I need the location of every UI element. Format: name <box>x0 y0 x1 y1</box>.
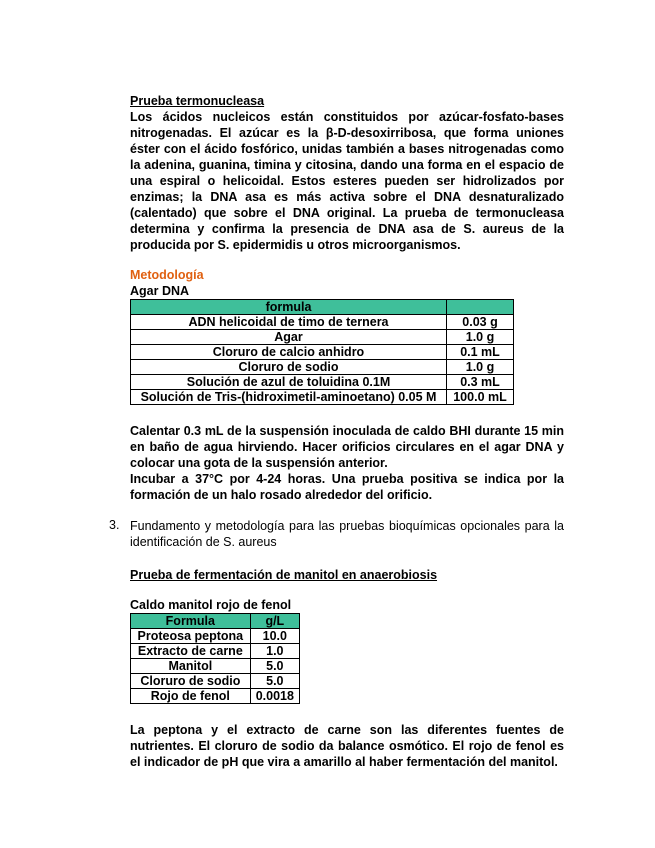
table-header-cell <box>447 300 514 315</box>
termonucleasa-heading: Prueba termonucleasa <box>130 94 265 108</box>
table-cell: 5.0 <box>250 674 299 689</box>
caldo-manitol-label: Caldo manitol rojo de fenol <box>130 598 292 612</box>
agar-dna-label: Agar DNA <box>130 284 190 298</box>
manitol-table <box>130 613 300 704</box>
table-cell: Solución de Tris-(hidroximetil-aminoetano) 0.05 M <box>131 390 447 405</box>
manitol-heading: Prueba de fermentación de manitol en anaerobiosis <box>130 568 438 582</box>
table-cell: Cloruro de sodio <box>131 360 447 375</box>
table-cell: 0.03 g <box>447 315 514 330</box>
table-cell: 10.0 <box>250 629 299 644</box>
calentar-paragraph: Calentar 0.3 mL de la suspensión inoculada de caldo BHI durante 15 min en baño de agua hirviendo. Hacer orificios circulares en el agar DNA y colocar una gota de la suspensión anterior. <box>130 424 564 470</box>
table-header-row <box>131 300 514 315</box>
table-row <box>131 689 300 704</box>
table-cell: Proteosa peptona <box>131 629 251 644</box>
item3-text: Fundamento y metodología para las pruebas bioquímicas opcionales para la identificación de S. aureus <box>130 519 564 549</box>
metodologia-heading: Metodología <box>130 268 204 282</box>
table-cell: 0.0018 <box>250 689 299 704</box>
termonucleasa-paragraph: Los ácidos nucleicos están constituidos por azúcar-fosfato-bases nitrogenadas. El azúcar es la β-D-desoxirribosa, que forma uniones éster con el ácido fosfórico, unidas también a bases nitrogenadas como la adenina, guanina, timina y citosina, dando una forma en el espacio de una espiral o helicoidal. Estos esteres pueden ser hidrolizados por enzimas; la DNA asa es más activa sobre el DNA desnaturalizado (calentado) que sobre el DNA original. La prueba de termonucleasa determina y confirma la presencia de DNA asa de S. aureus de la producida por S. epidermidis u otros microorganismos. <box>130 110 564 252</box>
table-row <box>131 345 514 360</box>
table-cell: Agar <box>131 330 447 345</box>
table-cell: Cloruro de sodio <box>131 674 251 689</box>
table-cell: Extracto de carne <box>131 644 251 659</box>
table-row <box>131 360 514 375</box>
table-row <box>131 330 514 345</box>
table-cell: 1.0 g <box>447 330 514 345</box>
table-cell: ADN helicoidal de timo de ternera <box>131 315 447 330</box>
table-row <box>131 390 514 405</box>
table-cell: 100.0 mL <box>447 390 514 405</box>
item-number: 3. <box>109 518 120 532</box>
table-cell: 5.0 <box>250 659 299 674</box>
table-cell: Manitol <box>131 659 251 674</box>
table-cell: 1.0 g <box>447 360 514 375</box>
peptona-paragraph: La peptona y el extracto de carne son las diferentes fuentes de nutrientes. El cloruro de sodio da balance osmótico. El rojo de fenol es el indicador de pH que vira a amarillo al haber fermentación del manitol. <box>130 723 564 769</box>
table-header-cell: formula <box>131 300 447 315</box>
table-cell: Rojo de fenol <box>131 689 251 704</box>
table-row <box>131 644 300 659</box>
table-row <box>131 375 514 390</box>
table-row <box>131 674 300 689</box>
agar-dna-table <box>130 299 514 405</box>
table-row <box>131 315 514 330</box>
table-row <box>131 629 300 644</box>
table-header-row <box>131 614 300 629</box>
incubar-paragraph: Incubar a 37°C por 4-24 horas. Una prueba positiva se indica por la formación de un halo rosado alrededor del orificio. <box>130 472 564 502</box>
table-cell: 1.0 <box>250 644 299 659</box>
table-row <box>131 659 300 674</box>
table-header-cell: Formula <box>131 614 251 629</box>
table-header-cell: g/L <box>250 614 299 629</box>
table-cell: Cloruro de calcio anhidro <box>131 345 447 360</box>
table-cell: 0.1 mL <box>447 345 514 360</box>
table-cell: 0.3 mL <box>447 375 514 390</box>
table-cell: Solución de azul de toluidina 0.1M <box>131 375 447 390</box>
